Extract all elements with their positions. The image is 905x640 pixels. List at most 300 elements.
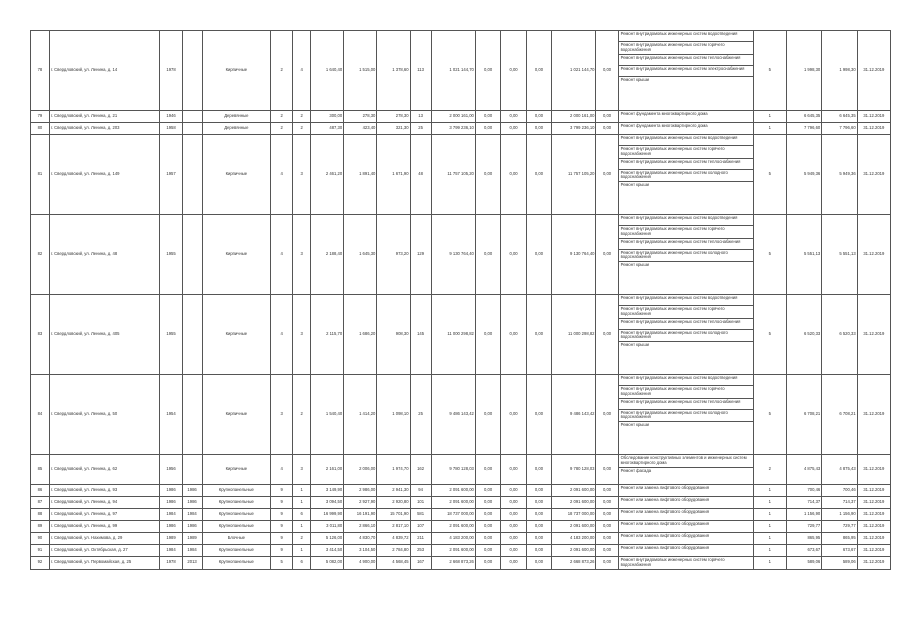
cell-a2: 1 686,20 xyxy=(344,295,377,375)
cell-date: 31.12.2019 xyxy=(857,123,890,135)
works-cell xyxy=(618,521,753,533)
cell-own: 2 091 600,00 xyxy=(552,521,596,533)
cell-total: 11 757 105,20 xyxy=(431,135,475,215)
cell-p1: 589,06 xyxy=(786,557,821,570)
cell-total: 2 091 600,00 xyxy=(431,497,475,509)
cell-zero: 0,00 xyxy=(596,545,618,557)
cell-floors: 9 xyxy=(271,497,293,509)
work-item: Ремонт внутридомовых инженерных систем холодного водоснабжения xyxy=(619,170,753,183)
works-cell xyxy=(618,215,753,295)
cell-a2: 3 104,50 xyxy=(344,545,377,557)
cell-entr: 3 xyxy=(293,455,311,485)
cell-n: 83 xyxy=(31,295,50,375)
cell-year2: 1986 xyxy=(182,485,202,497)
cell-c2: 0,00 xyxy=(501,497,526,509)
cell-type: Крупнопанельные xyxy=(202,557,271,570)
cell-res: 107 xyxy=(410,521,431,533)
work-item: Ремонт внутридомовых инженерных систем горячего водоснабжения xyxy=(619,306,753,319)
cell-total: 9 486 143,42 xyxy=(431,375,475,455)
cell-own: 4 183 200,00 xyxy=(552,533,596,545)
work-item: Ремонт внутридомовых инженерных систем теплоснабжения xyxy=(619,319,753,330)
cell-a2: 1 414,20 xyxy=(344,375,377,455)
cell-res: 25 xyxy=(410,123,431,135)
cell-year: 1984 xyxy=(160,545,182,557)
cell-c1: 0,00 xyxy=(475,123,500,135)
cell-entr: 2 xyxy=(293,533,311,545)
cell-n: 79 xyxy=(31,111,50,123)
cell-floors: 4 xyxy=(271,215,293,295)
cell-c1: 0,00 xyxy=(475,557,500,570)
cell-zero: 0,00 xyxy=(596,123,618,135)
cell-date: 31.12.2019 xyxy=(857,509,890,521)
cell-type: Кирпичные xyxy=(202,375,271,455)
cell-c2: 0,00 xyxy=(501,295,526,375)
cell-a2: 2 927,90 xyxy=(344,497,377,509)
cell-p1: 4 875,43 xyxy=(786,455,821,485)
cell-year: 1989 xyxy=(160,533,182,545)
table-row xyxy=(31,557,891,570)
cell-n: 88 xyxy=(31,509,50,521)
cell-date: 31.12.2019 xyxy=(857,375,890,455)
cell-year2: 2013 xyxy=(182,557,202,570)
work-item: Ремонт или замена лифтового оборудования xyxy=(620,545,709,550)
work-item: Ремонт внутридомовых инженерных систем теплоснабжения xyxy=(619,55,753,66)
cell-type: Деревянные xyxy=(202,123,271,135)
cell-floors: 2 xyxy=(271,123,293,135)
cell-zero: 0,00 xyxy=(596,485,618,497)
cell-entr: 1 xyxy=(293,521,311,533)
work-item: Ремонт внутридомовых инженерных систем холодного водоснабжения xyxy=(619,410,753,423)
cell-zero: 0,00 xyxy=(596,135,618,215)
cell-year: 1984 xyxy=(160,509,182,521)
cell-cnt: 2 xyxy=(753,455,786,485)
work-item: Ремонт крыши xyxy=(620,182,650,188)
cell-p2: 6 645,35 xyxy=(822,111,857,123)
cell-p2: 7 796,60 xyxy=(822,123,857,135)
table-row xyxy=(31,545,891,557)
cell-date: 31.12.2019 xyxy=(857,31,890,111)
work-item: Ремонт или замена лифтового оборудования xyxy=(620,497,709,502)
cell-entr: 1 xyxy=(293,545,311,557)
cell-p1: 865,95 xyxy=(786,533,821,545)
cell-a2: 4 900,00 xyxy=(344,557,377,570)
cell-res: 25 xyxy=(410,375,431,455)
work-item: Ремонт внутридомовых инженерных систем водоотведения xyxy=(619,135,753,146)
work-item: Ремонт внутридомовых инженерных систем теплоснабжения xyxy=(619,159,753,170)
table-row xyxy=(31,375,891,455)
cell-entr: 3 xyxy=(293,215,311,295)
cell-c3: 0,00 xyxy=(526,111,551,123)
cell-c3: 0,00 xyxy=(526,485,551,497)
cell-n: 85 xyxy=(31,455,50,485)
cell-zero: 0,00 xyxy=(596,497,618,509)
cell-a1: 3 149,90 xyxy=(310,485,343,497)
cell-res: 253 xyxy=(410,545,431,557)
cell-n: 89 xyxy=(31,521,50,533)
cell-p1: 7 796,60 xyxy=(786,123,821,135)
cell-a3: 2 941,30 xyxy=(377,485,410,497)
cell-cnt: 5 xyxy=(753,215,786,295)
table-row xyxy=(31,31,891,111)
cell-year2: 1989 xyxy=(182,533,202,545)
cell-year: 1986 xyxy=(160,521,182,533)
cell-addr: г. Свердловский, ул. Ленина, д. 97 xyxy=(49,509,160,521)
cell-own: 11 757 105,20 xyxy=(552,135,596,215)
cell-own: 2 091 600,00 xyxy=(552,497,596,509)
work-item: Ремонт внутридомовых инженерных систем водоотведения xyxy=(619,215,753,226)
cell-p2: 589,06 xyxy=(822,557,857,570)
cell-own: 1 021 144,70 xyxy=(552,31,596,111)
cell-zero: 0,00 xyxy=(596,509,618,521)
cell-year2: 1984 xyxy=(182,545,202,557)
cell-entr: 2 xyxy=(293,375,311,455)
cell-p2: 673,67 xyxy=(822,545,857,557)
cell-total: 2 091 600,00 xyxy=(431,485,475,497)
cell-year2 xyxy=(182,375,202,455)
cell-a2: 278,30 xyxy=(344,111,377,123)
cell-own: 9 780 128,03 xyxy=(552,455,596,485)
cell-res: 101 xyxy=(410,497,431,509)
cell-a2: 423,40 xyxy=(344,123,377,135)
cell-res: 581 xyxy=(410,509,431,521)
work-item: Ремонт или замена лифтового оборудования xyxy=(620,485,709,490)
cell-own: 2 091 600,00 xyxy=(552,485,596,497)
table-row xyxy=(31,215,891,295)
cell-year2 xyxy=(182,111,202,123)
cell-c2: 0,00 xyxy=(501,485,526,497)
cell-c1: 0,00 xyxy=(475,135,500,215)
cell-a3: 1 974,70 xyxy=(377,455,410,485)
cell-cnt: 1 xyxy=(753,123,786,135)
cell-zero: 0,00 xyxy=(596,295,618,375)
cell-a3: 15 701,90 xyxy=(377,509,410,521)
cell-c1: 0,00 xyxy=(475,375,500,455)
cell-c3: 0,00 xyxy=(526,295,551,375)
cell-date: 31.12.2019 xyxy=(857,557,890,570)
cell-c3: 0,00 xyxy=(526,557,551,570)
cell-a3: 1 098,10 xyxy=(377,375,410,455)
cell-type: Крупнопанельные xyxy=(202,509,271,521)
cell-res: 129 xyxy=(410,215,431,295)
cell-zero: 0,00 xyxy=(596,533,618,545)
cell-c1: 0,00 xyxy=(475,497,500,509)
cell-a2: 2 006,00 xyxy=(344,455,377,485)
cell-a1: 2 115,70 xyxy=(310,295,343,375)
cell-entr: 6 xyxy=(293,557,311,570)
work-item: Ремонт внутридомовых инженерных систем горячего водоснабжения xyxy=(619,42,753,55)
table-row xyxy=(31,455,891,485)
works-cell xyxy=(618,545,753,557)
cell-floors: 2 xyxy=(271,111,293,123)
cell-year2: 1986 xyxy=(182,521,202,533)
cell-own: 9 486 143,42 xyxy=(552,375,596,455)
work-item: Ремонт внутридомовых инженерных систем теплоснабжения xyxy=(619,239,753,250)
cell-type: Крупнопанельные xyxy=(202,521,271,533)
cell-p2: 4 875,43 xyxy=(822,455,857,485)
cell-total: 2 091 600,00 xyxy=(431,545,475,557)
table-row xyxy=(31,295,891,375)
cell-c2: 0,00 xyxy=(501,557,526,570)
work-item: Ремонт внутридомовых инженерных систем теплоснабжения xyxy=(619,399,753,410)
cell-year2 xyxy=(182,135,202,215)
cell-year: 1978 xyxy=(160,557,182,570)
cell-floors: 4 xyxy=(271,135,293,215)
cell-entr: 2 xyxy=(293,123,311,135)
work-item: Ремонт или замена лифтового оборудования xyxy=(620,521,709,526)
cell-entr: 6 xyxy=(293,509,311,521)
cell-a1: 1 540,40 xyxy=(310,375,343,455)
works-cell xyxy=(618,135,753,215)
cell-p2: 700,46 xyxy=(822,485,857,497)
work-item: Ремонт крыши xyxy=(620,76,650,82)
cell-floors: 3 xyxy=(271,375,293,455)
cell-entr: 2 xyxy=(293,111,311,123)
cell-total: 4 183 200,00 xyxy=(431,533,475,545)
cell-addr: г. Свердловский, ул. Ленина, д. 149 xyxy=(49,135,160,215)
cell-p1: 6 520,33 xyxy=(786,295,821,375)
work-item: Ремонт или замена лифтового оборудования xyxy=(620,509,709,514)
cell-floors: 9 xyxy=(271,545,293,557)
cell-entr: 1 xyxy=(293,485,311,497)
table-row xyxy=(31,509,891,521)
cell-addr: г. Свердловский, ул. Октябрьская, д. 27 xyxy=(49,545,160,557)
work-item: Ремонт фундамента многоквартирного дома xyxy=(620,123,708,128)
cell-a3: 973,20 xyxy=(377,215,410,295)
cell-c2: 0,00 xyxy=(501,455,526,485)
cell-c1: 0,00 xyxy=(475,545,500,557)
cell-year2: 1986 xyxy=(182,497,202,509)
cell-cnt: 1 xyxy=(753,485,786,497)
cell-addr: г. Свердловский, ул. Ленина, д. 99 xyxy=(49,521,160,533)
cell-res: 94 xyxy=(410,485,431,497)
cell-zero: 0,00 xyxy=(596,557,618,570)
cell-c2: 0,00 xyxy=(501,521,526,533)
cell-a3: 2 784,80 xyxy=(377,545,410,557)
cell-n: 86 xyxy=(31,485,50,497)
cell-p1: 5 551,13 xyxy=(786,215,821,295)
cell-zero: 0,00 xyxy=(596,521,618,533)
cell-c1: 0,00 xyxy=(475,533,500,545)
work-item: Ремонт крыши xyxy=(620,262,650,268)
cell-cnt: 1 xyxy=(753,545,786,557)
cell-p2: 5 551,13 xyxy=(822,215,857,295)
cell-total: 2 000 161,00 xyxy=(431,111,475,123)
cell-c1: 0,00 xyxy=(475,215,500,295)
cell-a2: 1 645,30 xyxy=(344,215,377,295)
cell-total: 9 130 764,40 xyxy=(431,215,475,295)
cell-own: 18 737 000,00 xyxy=(552,509,596,521)
table-row xyxy=(31,485,891,497)
cell-c2: 0,00 xyxy=(501,533,526,545)
cell-c3: 0,00 xyxy=(526,375,551,455)
cell-a2: 2 986,00 xyxy=(344,485,377,497)
cell-cnt: 5 xyxy=(753,295,786,375)
cell-year2 xyxy=(182,455,202,485)
cell-year2 xyxy=(182,123,202,135)
cell-year2 xyxy=(182,31,202,111)
cell-a1: 2 161,00 xyxy=(310,455,343,485)
cell-p1: 700,46 xyxy=(786,485,821,497)
cell-c3: 0,00 xyxy=(526,533,551,545)
cell-a3: 278,30 xyxy=(377,111,410,123)
cell-floors: 2 xyxy=(271,31,293,111)
cell-year: 1978 xyxy=(160,31,182,111)
cell-floors: 4 xyxy=(271,295,293,375)
cell-c1: 0,00 xyxy=(475,31,500,111)
table-row xyxy=(31,521,891,533)
cell-date: 31.12.2019 xyxy=(857,295,890,375)
cell-c1: 0,00 xyxy=(475,295,500,375)
cell-c1: 0,00 xyxy=(475,455,500,485)
works-cell xyxy=(618,557,753,570)
cell-p2: 1 998,30 xyxy=(822,31,857,111)
work-item: Ремонт внутридомовых инженерных систем водоотведения xyxy=(619,295,753,306)
cell-p1: 6 708,21 xyxy=(786,375,821,455)
table-row xyxy=(31,111,891,123)
cell-date: 31.12.2019 xyxy=(857,497,890,509)
cell-total: 3 799 236,10 xyxy=(431,123,475,135)
cell-c3: 0,00 xyxy=(526,123,551,135)
cell-year2 xyxy=(182,295,202,375)
table-row xyxy=(31,497,891,509)
work-item: Ремонт внутридомовых инженерных систем горячего водоснабжения xyxy=(619,226,753,239)
cell-own: 2 000 161,00 xyxy=(552,111,596,123)
cell-a3: 1 671,90 xyxy=(377,135,410,215)
cell-p1: 714,37 xyxy=(786,497,821,509)
cell-zero: 0,00 xyxy=(596,455,618,485)
cell-year: 1986 xyxy=(160,485,182,497)
cell-year2: 1984 xyxy=(182,509,202,521)
cell-date: 31.12.2019 xyxy=(857,545,890,557)
cell-cnt: 1 xyxy=(753,557,786,570)
work-item: Ремонт фасада xyxy=(620,467,652,473)
cell-n: 91 xyxy=(31,545,50,557)
cell-addr: г. Свердловский, ул. Нахимова, д. 29 xyxy=(49,533,160,545)
cell-cnt: 5 xyxy=(753,135,786,215)
cell-p2: 6 520,33 xyxy=(822,295,857,375)
cell-p2: 865,95 xyxy=(822,533,857,545)
cell-c3: 0,00 xyxy=(526,545,551,557)
cell-c1: 0,00 xyxy=(475,521,500,533)
cell-p1: 673,67 xyxy=(786,545,821,557)
cell-type: Кирпичные xyxy=(202,455,271,485)
cell-n: 84 xyxy=(31,375,50,455)
cell-a1: 5 082,00 xyxy=(310,557,343,570)
cell-c3: 0,00 xyxy=(526,31,551,111)
work-item: Ремонт внутридомовых инженерных систем холодного водоснабжения xyxy=(619,330,753,343)
cell-addr: г. Свердловский, ул. Ленина, д. 48 xyxy=(49,215,160,295)
cell-a1: 3 094,50 xyxy=(310,497,343,509)
cell-p1: 6 645,35 xyxy=(786,111,821,123)
cell-date: 31.12.2019 xyxy=(857,521,890,533)
cell-entr: 1 xyxy=(293,497,311,509)
cell-a1: 2 461,20 xyxy=(310,135,343,215)
cell-a3: 4 839,72 xyxy=(377,533,410,545)
cell-type: Блочные xyxy=(202,533,271,545)
cell-type: Кирпичные xyxy=(202,31,271,111)
cell-n: 92 xyxy=(31,557,50,570)
works-cell xyxy=(618,375,753,455)
cell-p2: 714,37 xyxy=(822,497,857,509)
cell-n: 90 xyxy=(31,533,50,545)
cell-c3: 0,00 xyxy=(526,215,551,295)
cell-own: 3 799 236,10 xyxy=(552,123,596,135)
cell-own: 11 000 298,82 xyxy=(552,295,596,375)
work-item: Ремонт внутридомовых инженерных систем горячего водоснабжения xyxy=(619,146,753,159)
cell-addr: г. Свердловский, ул. Первомайская, д. 25 xyxy=(49,557,160,570)
works-cell xyxy=(618,111,753,123)
cell-addr: г. Свердловский, ул. Ленина, д. 405 xyxy=(49,295,160,375)
cell-total: 9 780 128,03 xyxy=(431,455,475,485)
cell-date: 31.12.2019 xyxy=(857,111,890,123)
cell-cnt: 1 xyxy=(753,521,786,533)
work-item: Ремонт внутридомовых инженерных систем горячего водоснабжения xyxy=(620,557,725,567)
cell-a3: 321,30 xyxy=(377,123,410,135)
cell-a1: 487,30 xyxy=(310,123,343,135)
table-row xyxy=(31,533,891,545)
cell-year: 1954 xyxy=(160,375,182,455)
works-cell xyxy=(618,295,753,375)
cell-type: Крупнопанельные xyxy=(202,545,271,557)
cell-a3: 4 568,45 xyxy=(377,557,410,570)
cell-res: 211 xyxy=(410,533,431,545)
cell-entr: 3 xyxy=(293,295,311,375)
work-item: Ремонт или замена лифтового оборудования xyxy=(620,533,709,538)
cell-p1: 1 998,30 xyxy=(786,31,821,111)
work-item: Ремонт внутридомовых инженерных систем водоотведения xyxy=(619,31,753,42)
work-item: Ремонт внутридомовых инженерных систем горячего водоснабжения xyxy=(619,386,753,399)
cell-a1: 3 414,50 xyxy=(310,545,343,557)
cell-own: 9 130 764,40 xyxy=(552,215,596,295)
cell-a1: 1 640,40 xyxy=(310,31,343,111)
cell-own: 2 668 873,26 xyxy=(552,557,596,570)
cell-date: 31.12.2019 xyxy=(857,215,890,295)
cell-c3: 0,00 xyxy=(526,135,551,215)
cell-a1: 3 011,80 xyxy=(310,521,343,533)
cell-addr: г. Свердловский, ул. Ленина, д. 14 xyxy=(49,31,160,111)
cell-a2: 4 830,70 xyxy=(344,533,377,545)
cell-c1: 0,00 xyxy=(475,111,500,123)
cell-date: 31.12.2019 xyxy=(857,135,890,215)
cell-p1: 1 156,90 xyxy=(786,509,821,521)
cell-zero: 0,00 xyxy=(596,111,618,123)
cell-year: 1986 xyxy=(160,497,182,509)
cell-floors: 9 xyxy=(271,521,293,533)
cell-n: 81 xyxy=(31,135,50,215)
cell-c2: 0,00 xyxy=(501,375,526,455)
cell-c2: 0,00 xyxy=(501,111,526,123)
cell-c3: 0,00 xyxy=(526,455,551,485)
cell-addr: г. Свердловский, ул. Ленина, д. 203 xyxy=(49,123,160,135)
cell-a3: 2 920,80 xyxy=(377,497,410,509)
work-item: Ремонт внутридомовых инженерных систем водоотведения xyxy=(619,375,753,386)
cell-type: Кирпичные xyxy=(202,215,271,295)
cell-a2: 1 515,00 xyxy=(344,31,377,111)
cell-date: 31.12.2019 xyxy=(857,485,890,497)
cell-addr: г. Свердловский, ул. Ленина, д. 21 xyxy=(49,111,160,123)
works-cell xyxy=(618,485,753,497)
cell-p2: 1 156,90 xyxy=(822,509,857,521)
cell-a1: 2 188,40 xyxy=(310,215,343,295)
cell-year: 1957 xyxy=(160,135,182,215)
cell-n: 87 xyxy=(31,497,50,509)
cell-floors: 4 xyxy=(271,455,293,485)
cell-c2: 0,00 xyxy=(501,135,526,215)
cell-res: 13 xyxy=(410,111,431,123)
cell-total: 1 021 144,70 xyxy=(431,31,475,111)
cell-addr: г. Свердловский, ул. Ленина, д. 93 xyxy=(49,485,160,497)
cell-zero: 0,00 xyxy=(596,215,618,295)
